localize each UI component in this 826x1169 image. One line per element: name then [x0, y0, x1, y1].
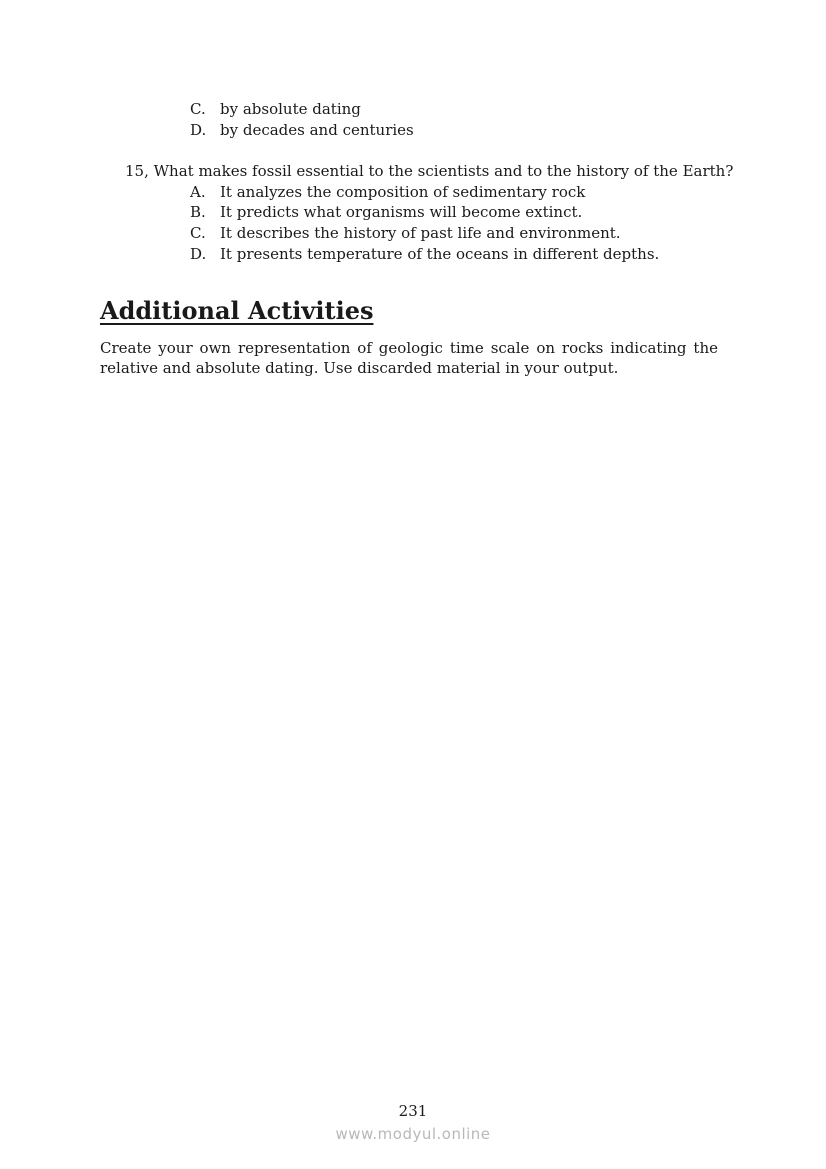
watermark: www.modyul.online	[335, 1125, 491, 1143]
option-text: It describes the history of past life and environment.	[220, 224, 621, 242]
option-text: by absolute dating	[220, 100, 361, 118]
option-letter: C.	[190, 224, 206, 242]
paragraph-line: Create your own representation of geologic time scale on rocks indicating the	[100, 339, 718, 357]
activity-paragraph	[100, 338, 718, 378]
option-letter: D.	[190, 245, 207, 263]
option-text: It predicts what organisms will become extinct.	[220, 203, 583, 221]
question-text: 15, What makes fossil essential to the scientists and to the history of the Earth?	[125, 162, 734, 180]
option-letter: C.	[190, 100, 206, 118]
paragraph-line: relative and absolute dating. Use discarded material in your output.	[100, 359, 619, 377]
option-letter: B.	[190, 203, 206, 221]
section-heading: Additional Activities	[100, 296, 374, 325]
option-text: It presents temperature of the oceans in different depths.	[220, 245, 660, 263]
option-letter: A.	[190, 183, 206, 201]
page-number: 231	[398, 1102, 428, 1120]
option-letter: D.	[190, 121, 207, 139]
option-text: by decades and centuries	[220, 121, 414, 139]
option-text: It analyzes the composition of sedimentary rock	[220, 183, 586, 201]
